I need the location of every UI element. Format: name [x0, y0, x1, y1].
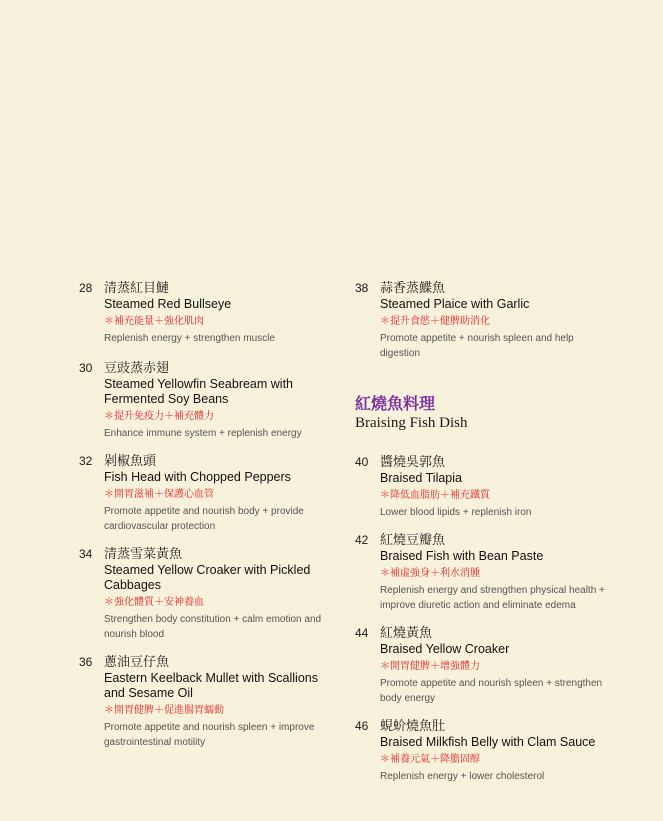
item-number: 34 — [79, 547, 93, 561]
item-benefit-zh: ＊補養元氣＋降膽固醇 — [380, 754, 480, 765]
section-header — [355, 395, 610, 432]
item-name-en: Steamed Plaice with Garlic — [380, 297, 530, 311]
menu-item — [355, 625, 610, 706]
item-benefit-zh: ＊降低血脂肪＋補充鐵質 — [380, 490, 490, 501]
item-benefit-zh: ＊強化體質＋安神養血 — [104, 597, 204, 608]
item-benefit-en: Replenish energy and strengthen physical health + improve diuretic action and eliminate edema — [380, 585, 605, 611]
item-benefit-en: Replenish energy + strengthen muscle — [104, 333, 275, 344]
item-name-zh: 蜆蚧燒魚肚 — [380, 718, 446, 733]
left-menu-column — [79, 280, 329, 750]
item-name-en: Braised Yellow Croaker — [380, 642, 510, 656]
item-number: 40 — [355, 455, 369, 469]
item-name-en: Eastern Keelback Mullet with Scallions and Sesame Oil — [104, 671, 318, 700]
item-benefit-zh: ＊提升免疫力＋補充體力 — [104, 411, 214, 422]
item-number: 44 — [355, 626, 369, 640]
item-benefit-zh: ＊開胃滋補＋保護心血管 — [104, 489, 214, 500]
item-name-zh: 清蒸紅目鰱 — [104, 280, 170, 295]
item-name-en: Braised Milkfish Belly with Clam Sauce — [380, 735, 596, 749]
item-benefit-en: Lower blood lipids + replenish iron — [380, 507, 532, 518]
menu-item — [79, 546, 329, 642]
item-name-zh: 紅燒豆瓣魚 — [380, 532, 446, 547]
right-menu-column — [355, 280, 610, 796]
item-name-zh: 紅燒黃魚 — [380, 625, 433, 640]
item-number: 30 — [79, 361, 93, 375]
item-benefit-zh: ＊補充能量＋強化肌肉 — [104, 316, 204, 327]
item-name-zh: 醬燒吳郭魚 — [380, 454, 446, 469]
item-benefit-en: Promote appetite and nourish spleen + improve gastrointestinal motility — [104, 722, 315, 748]
menu-item — [79, 453, 329, 534]
item-benefit-en: Promote appetite and nourish body + provide cardiovascular protection — [104, 506, 304, 532]
menu-item — [79, 654, 329, 750]
menu-item — [79, 360, 329, 441]
item-benefit-en: Replenish energy + lower cholesterol — [380, 771, 545, 782]
item-name-zh: 豆豉蒸赤翅 — [104, 360, 170, 375]
item-benefit-zh: ＊提升食慾＋健脾助消化 — [380, 316, 490, 327]
item-benefit-en: Promote appetite + nourish spleen and help digestion — [380, 333, 574, 359]
item-number: 28 — [79, 281, 93, 295]
item-name-en: Steamed Yellowfin Seabream with Fermented Soy Beans — [104, 377, 294, 406]
item-name-zh: 蔥油豆仔魚 — [104, 654, 170, 669]
item-number: 36 — [79, 655, 93, 669]
menu-item — [79, 280, 329, 346]
menu-item — [355, 454, 610, 520]
item-benefit-en: Promote appetite and nourish spleen + strengthen body energy — [380, 678, 603, 704]
item-number: 38 — [355, 281, 369, 295]
section-title-zh: 紅燒魚料理 — [355, 396, 436, 413]
section-title-en: Braising Fish Dish — [355, 415, 468, 431]
item-benefit-zh: ＊補虛強身＋利水消腫 — [380, 568, 480, 579]
menu-item — [355, 532, 610, 613]
item-name-zh: 蒜香蒸鰈魚 — [380, 280, 446, 295]
item-name-en: Braised Fish with Bean Paste — [380, 549, 544, 563]
item-number: 32 — [79, 454, 93, 468]
menu-item — [355, 280, 610, 361]
item-benefit-zh: ＊開胃健脾＋促進腸胃蠕動 — [104, 705, 224, 716]
item-benefit-zh: ＊開胃健脾＋增強體力 — [380, 661, 480, 672]
item-number: 46 — [355, 719, 369, 733]
item-name-zh: 剁椒魚頭 — [104, 453, 157, 468]
item-name-en: Steamed Red Bullseye — [104, 297, 232, 311]
menu-item — [355, 718, 610, 784]
item-name-en: Steamed Yellow Croaker with Pickled Cabbages — [104, 563, 311, 592]
item-name-en: Braised Tilapia — [380, 471, 462, 485]
item-number: 42 — [355, 533, 369, 547]
item-name-zh: 清蒸雪菜黃魚 — [104, 546, 183, 561]
item-benefit-en: Strengthen body constitution + calm emotion and nourish blood — [104, 614, 322, 640]
item-benefit-en: Enhance immune system + replenish energy — [104, 428, 302, 439]
item-name-en: Fish Head with Chopped Peppers — [104, 470, 291, 484]
